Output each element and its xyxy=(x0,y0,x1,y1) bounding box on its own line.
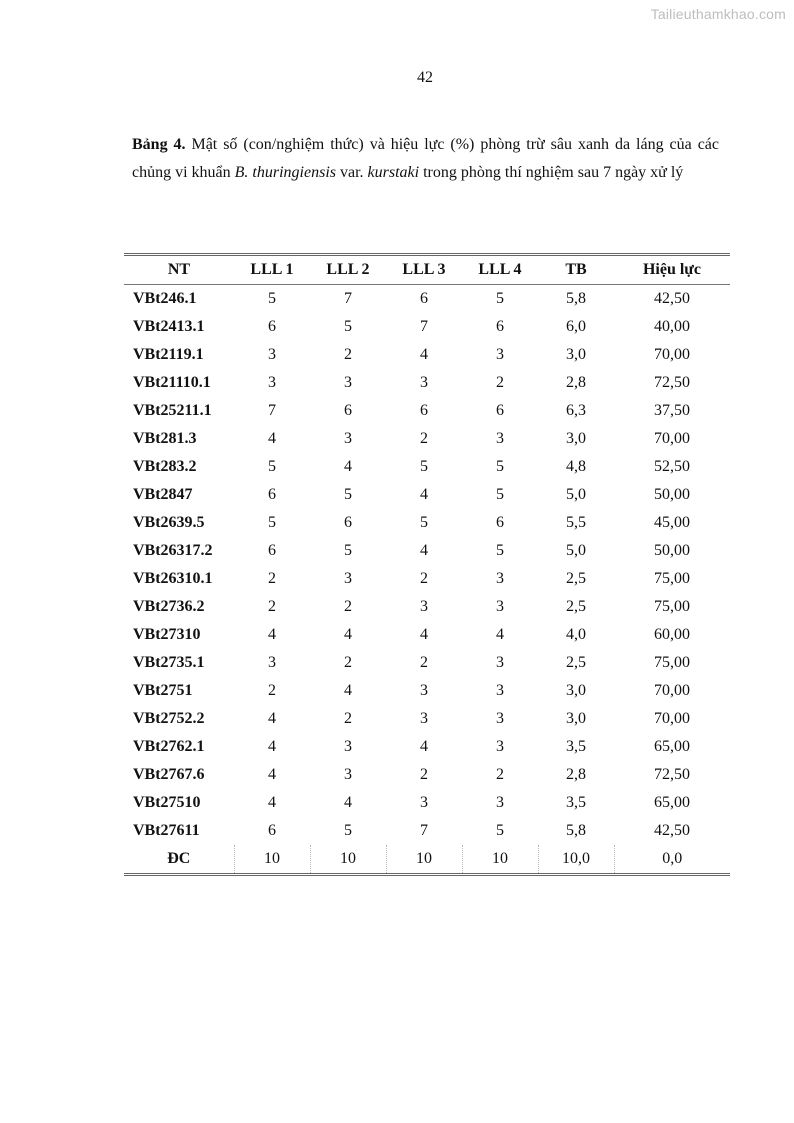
table-cell: 6 xyxy=(420,402,428,419)
table-row xyxy=(124,397,730,425)
table-cell: 2 xyxy=(420,430,428,447)
table-cell: 3 xyxy=(496,794,504,811)
table-cell: 3 xyxy=(268,654,276,671)
row-label: VBt2413.1 xyxy=(133,318,205,335)
row-label: VBt2752.2 xyxy=(133,710,205,727)
table-cell: 3 xyxy=(420,374,428,391)
table-cell: 2 xyxy=(344,598,352,615)
table-row xyxy=(124,313,730,341)
table-body xyxy=(124,285,730,875)
table-cell: 5 xyxy=(496,290,504,307)
table-cell: 5 xyxy=(344,822,352,839)
table-cell: 6 xyxy=(268,822,276,839)
row-label: VBt26310.1 xyxy=(133,570,213,587)
row-label: VBt2847 xyxy=(133,486,193,503)
table-cell: 2 xyxy=(496,374,504,391)
table-cell: 4 xyxy=(268,794,276,811)
table-cell: 5 xyxy=(420,514,428,531)
table-cell: 4 xyxy=(268,738,276,755)
table-cell: 3,5 xyxy=(566,794,586,811)
table-cell: 2 xyxy=(268,598,276,615)
table-cell: 6,0 xyxy=(566,318,586,335)
table-row xyxy=(124,285,730,314)
table-cell: 6 xyxy=(496,402,504,419)
table-row xyxy=(124,341,730,369)
column-header: TB xyxy=(538,255,614,285)
table-cell: 3,0 xyxy=(566,430,586,447)
table-cell: 6 xyxy=(420,290,428,307)
table-cell: 5 xyxy=(344,318,352,335)
table-cell: 3 xyxy=(420,682,428,699)
row-label: VBt25211.1 xyxy=(133,402,212,419)
page-number: 42 xyxy=(417,69,433,86)
row-label: VBt27510 xyxy=(133,794,201,811)
table-row xyxy=(124,369,730,397)
table-cell: 4 xyxy=(496,626,504,643)
table-cell: 6,3 xyxy=(566,402,586,419)
table-row xyxy=(124,509,730,537)
table-cell: 10 xyxy=(310,845,386,875)
caption-species: B. thuringiensis xyxy=(234,164,336,181)
table-cell: 5,0 xyxy=(566,542,586,559)
table-cell: 4 xyxy=(420,738,428,755)
table-cell: 3 xyxy=(420,794,428,811)
table-cell: 5 xyxy=(268,290,276,307)
row-label: ĐC xyxy=(124,845,234,875)
table-cell: 5 xyxy=(344,486,352,503)
table-cell: 3 xyxy=(496,346,504,363)
table-cell: 3 xyxy=(420,598,428,615)
efficacy-table xyxy=(124,253,730,876)
table-cell: 3 xyxy=(420,710,428,727)
table-cell: 3,0 xyxy=(566,682,586,699)
watermark-text: Tailieuthamkhao.com xyxy=(650,6,786,22)
table-cell: 2,5 xyxy=(566,598,586,615)
table-cell: 5,5 xyxy=(566,514,586,531)
table-cell: 7 xyxy=(344,290,352,307)
table-cell: 2 xyxy=(268,682,276,699)
table-row xyxy=(124,425,730,453)
table-cell: 6 xyxy=(496,514,504,531)
row-label: VBt2639.5 xyxy=(133,514,205,531)
row-label: VBt246.1 xyxy=(133,290,197,307)
row-label: VBt2767.6 xyxy=(133,766,205,783)
table-cell: 70,00 xyxy=(654,346,690,363)
table-cell: 6 xyxy=(268,318,276,335)
table-row xyxy=(124,845,730,875)
table-cell: 2,8 xyxy=(566,374,586,391)
table-cell: 5,8 xyxy=(566,822,586,839)
table-cell: 4,0 xyxy=(566,626,586,643)
column-header: Hiệu lực xyxy=(614,255,730,285)
caption-text-2: var. xyxy=(336,164,368,181)
table-row xyxy=(124,481,730,509)
table-cell: 3 xyxy=(344,738,352,755)
table-row xyxy=(124,453,730,481)
table-row xyxy=(124,677,730,705)
table-cell: 3 xyxy=(344,570,352,587)
table-cell: 3 xyxy=(496,710,504,727)
table-cell: 3 xyxy=(496,570,504,587)
table-cell: 10 xyxy=(462,845,538,875)
table-cell: 2,8 xyxy=(566,766,586,783)
caption-label: Bảng 4. xyxy=(132,136,186,153)
table-cell: 5 xyxy=(496,458,504,475)
table-cell: 50,00 xyxy=(654,486,690,503)
table-cell: 3 xyxy=(496,598,504,615)
row-label: VBt281.3 xyxy=(133,430,197,447)
table-cell: 6 xyxy=(268,542,276,559)
table-cell: 6 xyxy=(496,318,504,335)
table-cell: 5 xyxy=(496,542,504,559)
caption-text-3: trong phòng thí nghiệm sau 7 ngày xử lý xyxy=(419,164,684,181)
row-label: VBt26317.2 xyxy=(133,542,213,559)
table-cell: 5 xyxy=(344,542,352,559)
table-cell: 3 xyxy=(496,738,504,755)
table-cell: 75,00 xyxy=(654,654,690,671)
table-cell: 3 xyxy=(496,654,504,671)
table-cell: 2 xyxy=(268,570,276,587)
column-header: NT xyxy=(124,255,234,285)
table-cell: 3 xyxy=(344,766,352,783)
table-cell: 3,5 xyxy=(566,738,586,755)
table-cell: 3 xyxy=(344,374,352,391)
table-cell: 4,8 xyxy=(566,458,586,475)
table-cell: 3 xyxy=(344,430,352,447)
table-cell: 2 xyxy=(344,710,352,727)
table-cell: 3 xyxy=(496,682,504,699)
table-row xyxy=(124,705,730,733)
table-cell: 10,0 xyxy=(538,845,614,875)
table-cell: 75,00 xyxy=(654,598,690,615)
row-label: VBt27611 xyxy=(133,822,200,839)
table-row xyxy=(124,649,730,677)
table-cell: 5 xyxy=(496,822,504,839)
table-cell: 3 xyxy=(268,374,276,391)
table-cell: 2 xyxy=(420,654,428,671)
table-cell: 5 xyxy=(268,458,276,475)
table-cell: 37,50 xyxy=(654,402,690,419)
table-cell: 5,0 xyxy=(566,486,586,503)
caption-variety: kurstaki xyxy=(367,164,420,181)
table-cell: 2,5 xyxy=(566,654,586,671)
table-cell: 5,8 xyxy=(566,290,586,307)
table-cell: 4 xyxy=(420,542,428,559)
table-cell: 72,50 xyxy=(654,766,690,783)
caption-text-1: Mật số (con/nghiệm thức) và hiệu lực (%) phòng trừ sâu xanh da láng của các chủng vi khuẩn xyxy=(132,136,720,181)
table-cell: 10 xyxy=(234,845,310,875)
table-caption xyxy=(132,131,719,187)
table-row xyxy=(124,537,730,565)
table-cell: 60,00 xyxy=(654,626,690,643)
table-cell: 2,5 xyxy=(566,570,586,587)
row-label: VBt27310 xyxy=(133,626,201,643)
table-cell: 6 xyxy=(344,402,352,419)
table-cell: 4 xyxy=(344,458,352,475)
table-cell: 3,0 xyxy=(566,710,586,727)
row-label: VBt283.2 xyxy=(133,458,197,475)
table-cell: 3 xyxy=(496,430,504,447)
table-cell: 4 xyxy=(420,486,428,503)
table-cell: 3,0 xyxy=(566,346,586,363)
table-row xyxy=(124,621,730,649)
table-cell: 40,00 xyxy=(654,318,690,335)
table-cell: 4 xyxy=(344,682,352,699)
row-label: VBt2762.1 xyxy=(133,738,205,755)
table-cell: 75,00 xyxy=(654,570,690,587)
table-cell: 2 xyxy=(420,766,428,783)
table-cell: 5 xyxy=(268,514,276,531)
table-row xyxy=(124,817,730,845)
table-cell: 4 xyxy=(268,430,276,447)
table-row xyxy=(124,761,730,789)
column-header: LLL 1 xyxy=(234,255,310,285)
table-cell: 70,00 xyxy=(654,710,690,727)
table-cell: 7 xyxy=(268,402,276,419)
table-header-row xyxy=(124,255,730,285)
row-label: VBt2119.1 xyxy=(133,346,204,363)
table-cell: 2 xyxy=(344,654,352,671)
table-cell: 4 xyxy=(420,346,428,363)
table-row xyxy=(124,593,730,621)
table-cell: 70,00 xyxy=(654,430,690,447)
row-label: VBt2751 xyxy=(133,682,193,699)
row-label: VBt2736.2 xyxy=(133,598,205,615)
table-cell: 7 xyxy=(420,822,428,839)
table-cell: 5 xyxy=(496,486,504,503)
table-row xyxy=(124,565,730,593)
table-cell: 5 xyxy=(420,458,428,475)
row-label: VBt2735.1 xyxy=(133,654,205,671)
table-cell: 4 xyxy=(344,794,352,811)
table-cell: 2 xyxy=(420,570,428,587)
column-header: LLL 4 xyxy=(462,255,538,285)
column-header: LLL 2 xyxy=(310,255,386,285)
table-cell: 42,50 xyxy=(654,822,690,839)
table-cell: 2 xyxy=(344,346,352,363)
table-cell: 10 xyxy=(386,845,462,875)
table-cell: 4 xyxy=(268,626,276,643)
table-cell: 3 xyxy=(268,346,276,363)
table-cell: 4 xyxy=(268,710,276,727)
table-cell: 4 xyxy=(268,766,276,783)
table-cell: 65,00 xyxy=(654,794,690,811)
table-cell: 4 xyxy=(344,626,352,643)
table-cell: 45,00 xyxy=(654,514,690,531)
table-cell: 2 xyxy=(496,766,504,783)
table-cell: 42,50 xyxy=(654,290,690,307)
table-cell: 6 xyxy=(344,514,352,531)
table-cell: 65,00 xyxy=(654,738,690,755)
column-header: LLL 3 xyxy=(386,255,462,285)
table-cell: 7 xyxy=(420,318,428,335)
table-cell: 70,00 xyxy=(654,682,690,699)
table-cell: 50,00 xyxy=(654,542,690,559)
table-cell: 4 xyxy=(420,626,428,643)
table-row xyxy=(124,733,730,761)
row-label: VBt21110.1 xyxy=(133,374,211,391)
table-row xyxy=(124,789,730,817)
table-cell: 72,50 xyxy=(654,374,690,391)
table-cell: 52,50 xyxy=(654,458,690,475)
table-cell: 0,0 xyxy=(614,845,730,875)
table-cell: 6 xyxy=(268,486,276,503)
